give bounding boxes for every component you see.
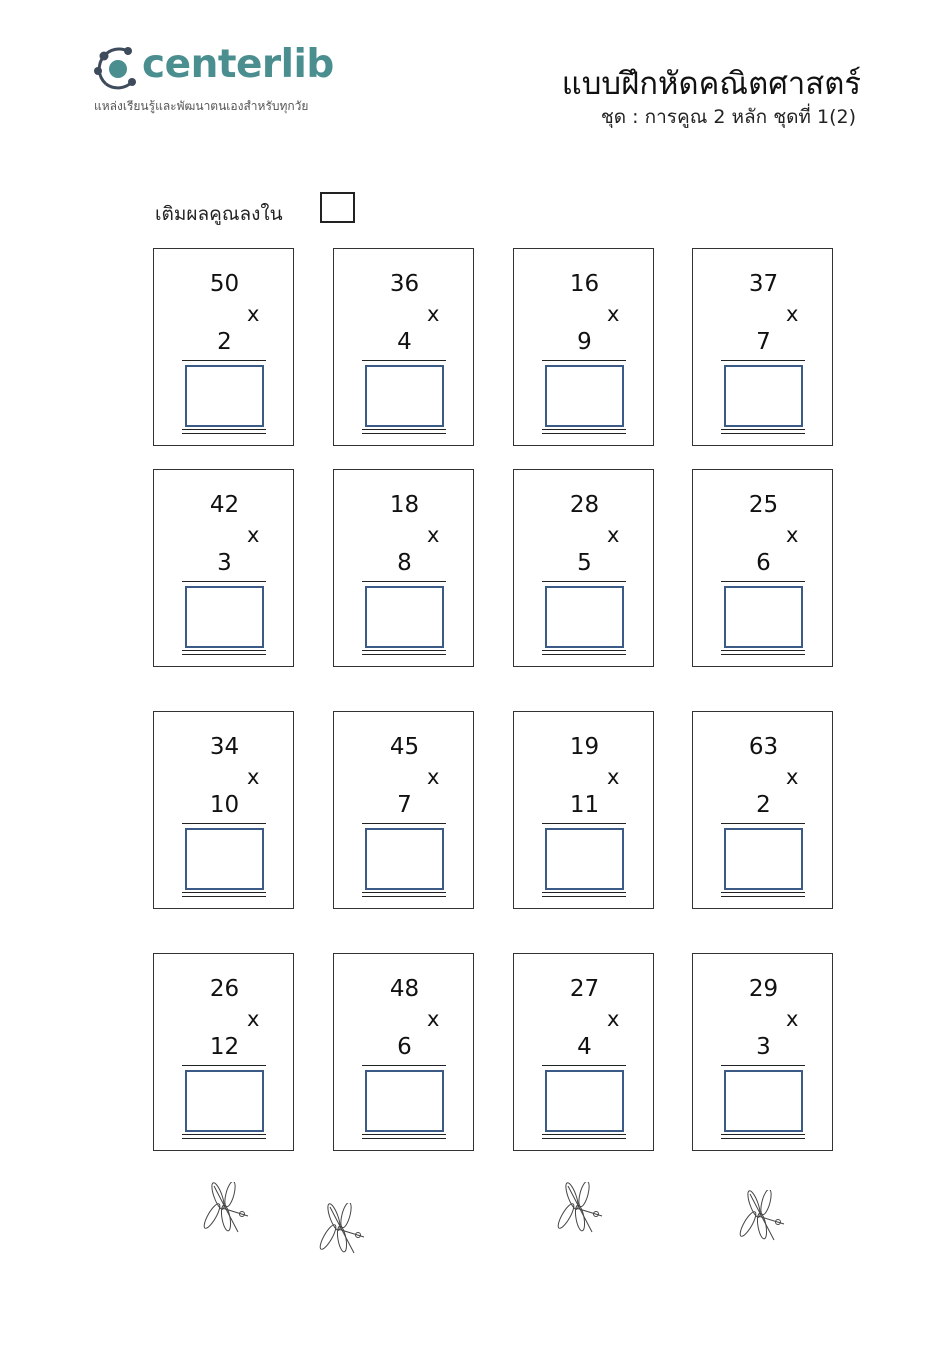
answer-box[interactable] [724,1070,803,1132]
multiplicand: 36 [389,271,420,297]
multiplier: 4 [577,1034,592,1060]
multiplier: 3 [756,1034,771,1060]
problem-card [333,953,474,1151]
double-underline [542,892,626,897]
answer-box[interactable] [365,586,444,648]
double-underline [542,429,626,434]
multiplicand: 16 [569,271,600,297]
multiplier: 5 [577,550,592,576]
multiply-sign: x [607,1007,620,1031]
sum-line [542,823,626,824]
multiplicand: 19 [569,734,600,760]
multiply-sign: x [607,523,620,547]
sum-line [182,823,266,824]
double-underline [721,892,805,897]
double-underline [721,650,805,655]
problem-card [153,469,294,667]
problem-card [513,953,654,1151]
problem-card [333,711,474,909]
sum-line [721,360,805,361]
answer-box[interactable] [185,1070,264,1132]
multiply-sign: x [427,765,440,789]
multiplier: 7 [397,792,412,818]
multiplier: 12 [209,1034,240,1060]
multiplicand: 34 [209,734,240,760]
answer-box[interactable] [185,828,264,890]
multiplicand: 37 [748,271,779,297]
sum-line [542,581,626,582]
multiply-sign: x [427,523,440,547]
multiplicand: 50 [209,271,240,297]
sum-line [362,823,446,824]
multiplicand: 42 [209,492,240,518]
problem-card [153,248,294,446]
answer-box[interactable] [365,365,444,427]
sum-line [542,360,626,361]
double-underline [362,429,446,434]
multiply-sign: x [427,1007,440,1031]
problem-card [692,953,833,1151]
double-underline [182,650,266,655]
multiplier: 6 [397,1034,412,1060]
double-underline [542,1134,626,1139]
multiplier: 2 [756,792,771,818]
sum-line [721,823,805,824]
problem-card [513,711,654,909]
problem-card [513,469,654,667]
multiplicand: 63 [748,734,779,760]
problem-card [333,248,474,446]
centerlib-logo [92,42,342,117]
multiply-sign: x [607,765,620,789]
dragonfly-icon [318,1203,370,1261]
double-underline [721,1134,805,1139]
worksheet-subtitle: ชุด : การคูณ 2 หลัก ชุดที่ 1(2) [600,106,856,128]
sum-line [182,360,266,361]
answer-box[interactable] [185,365,264,427]
multiply-sign: x [427,302,440,326]
multiplicand: 18 [389,492,420,518]
double-underline [542,650,626,655]
answer-box[interactable] [545,828,624,890]
multiply-sign: x [247,302,260,326]
problem-card [153,711,294,909]
multiplier: 3 [217,550,232,576]
sum-line [362,581,446,582]
logo-mark-icon [92,42,142,94]
double-underline [362,892,446,897]
sum-line [721,581,805,582]
multiplier: 2 [217,329,232,355]
answer-box[interactable] [724,365,803,427]
multiply-sign: x [786,523,799,547]
sum-line [542,1065,626,1066]
problem-card [692,711,833,909]
double-underline [182,1134,266,1139]
multiplicand: 28 [569,492,600,518]
answer-box[interactable] [365,828,444,890]
sum-line [182,581,266,582]
multiplier: 10 [209,792,240,818]
multiplier: 11 [569,792,600,818]
logo-tagline: แหล่งเรียนรู้และพัฒนาตนเองสำหรับทุกวัย [94,99,309,113]
multiply-sign: x [786,1007,799,1031]
answer-box[interactable] [724,828,803,890]
instruction-text: เติมผลคูณลงใน [155,203,283,225]
double-underline [362,1134,446,1139]
answer-box[interactable] [545,365,624,427]
double-underline [362,650,446,655]
multiply-sign: x [786,302,799,326]
double-underline [182,892,266,897]
multiplier: 7 [756,329,771,355]
problem-card [333,469,474,667]
multiply-sign: x [247,523,260,547]
dragonfly-icon [556,1182,608,1240]
multiplicand: 26 [209,976,240,1002]
answer-box[interactable] [185,586,264,648]
sum-line [721,1065,805,1066]
sum-line [182,1065,266,1066]
multiplier: 6 [756,550,771,576]
worksheet-title: แบบฝึกหัดคณิตศาสตร์ [561,66,861,102]
dragonfly-icon [738,1190,790,1248]
double-underline [182,429,266,434]
problem-card [513,248,654,446]
multiplier: 8 [397,550,412,576]
instruction-sample-box [320,192,355,223]
answer-box[interactable] [545,1070,624,1132]
multiplicand: 25 [748,492,779,518]
dragonfly-icon [202,1182,254,1240]
double-underline [721,429,805,434]
multiplier: 9 [577,329,592,355]
multiplier: 4 [397,329,412,355]
logo-wordmark: centerlib [142,42,334,87]
multiplicand: 29 [748,976,779,1002]
multiply-sign: x [247,765,260,789]
multiplicand: 48 [389,976,420,1002]
answer-box[interactable] [545,586,624,648]
answer-box[interactable] [724,586,803,648]
multiply-sign: x [247,1007,260,1031]
answer-box[interactable] [365,1070,444,1132]
problem-card [692,248,833,446]
problem-card [153,953,294,1151]
multiply-sign: x [786,765,799,789]
multiplicand: 27 [569,976,600,1002]
sum-line [362,360,446,361]
multiply-sign: x [607,302,620,326]
problem-card [692,469,833,667]
sum-line [362,1065,446,1066]
multiplicand: 45 [389,734,420,760]
